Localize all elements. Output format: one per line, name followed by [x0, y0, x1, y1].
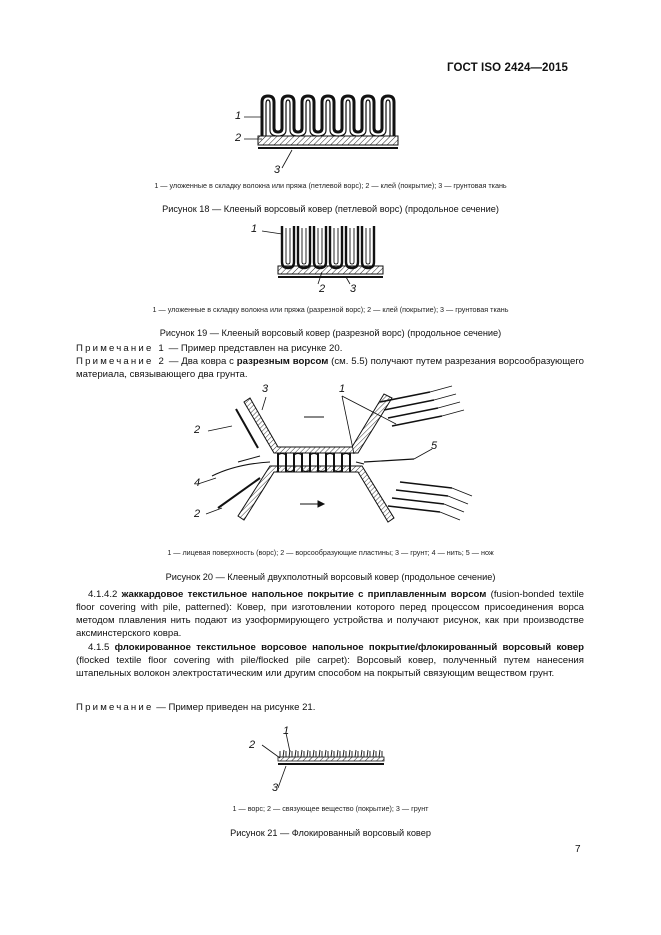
note-3: Примечание — Пример приведен на рисунке 21.: [76, 702, 316, 713]
fig19-label-3: 3: [350, 283, 357, 295]
fig19-label-1: 1: [251, 223, 258, 235]
note-2: Примечание 2 — Два ковра с разрезным ворсом (см. 5.5) получают путем разрезания ворсообразующего материала, связывающего два грунта.: [76, 356, 584, 380]
section-4142: 4.1.4.2 жаккардовое текстильное напольное покрытие с приплавленным ворсом (fusion-bonded textile floor covering with pile, patterned): Ковер, при изготовлении которого перед процессом присоединения ворса методом плавления нить подают из узоформирующего устройства и получают рисунок, как при производстве аксминстерского ковра.: [76, 589, 584, 639]
fig20-label-2-lower: 2: [194, 508, 201, 520]
fig20-legend: 1 — лицевая поверхность (ворс); 2 — ворсообразующие пластины; 3 — грунт; 4 — нить; 5 — нож: [167, 548, 494, 557]
page-number: 7: [575, 844, 581, 855]
standard-designation: ГОСТ ISO 2424—2015: [447, 62, 569, 74]
fig18-label-2: 2: [235, 132, 242, 144]
note-1: Примечание 1 — Пример представлен на рисунке 20.: [76, 343, 343, 354]
fig19-caption: Рисунок 19 — Клееный ворсовый ковер (разрезной ворс) (продольное сечение): [159, 328, 502, 338]
fig20-label-3: 3: [262, 383, 269, 395]
fig21-legend: 1 — ворс; 2 — связующее вещество (покрытие); 3 — грунт: [232, 804, 429, 813]
fig20-label-5: 5: [431, 440, 438, 452]
fig19-legend: 1 — уложенные в складку волокна или пряжа (разрезной ворс); 2 — клей (покрытие); 3 — грунтовая ткань: [152, 305, 509, 314]
fig21-label-2: 2: [249, 739, 256, 751]
fig20-label-4: 4: [194, 477, 201, 489]
fig18-label-3: 3: [274, 164, 281, 176]
fig18-label-1: 1: [235, 110, 242, 122]
fig21-label-1: 1: [283, 725, 290, 737]
fig20-label-2-upper: 2: [194, 424, 201, 436]
fig21-label-3: 3: [272, 782, 279, 794]
fig18-caption: Рисунок 18 — Клееный ворсовый ковер (петлевой ворс) (продольное сечение): [162, 204, 499, 214]
fig19-label-2: 2: [319, 283, 326, 295]
section-415: 4.1.5 флокированное текстильное ворсовое напольное покрытие/флокированный ворсовый ковер (flocked textile floor covering with pile/flocked pile carpet): Ворсовый ковер, полученный путем нанесения штапельных волокон электростатическим или другим способом на покрытый связующим веществом грунт.: [76, 642, 584, 679]
fig20-label-1: 1: [339, 383, 346, 395]
fig20-caption: Рисунок 20 — Клееный двухполотный ворсовый ковер (продольное сечение): [165, 572, 496, 582]
fig21-drawing: [262, 733, 384, 788]
fig18-legend: 1 — уложенные в складку волокна или пряжа (петлевой ворс); 2 — клей (покрытие); 3 — грунтовая ткань: [154, 181, 507, 190]
fig21-caption: Рисунок 21 — Флокированный ворсовый ковер: [230, 828, 431, 838]
